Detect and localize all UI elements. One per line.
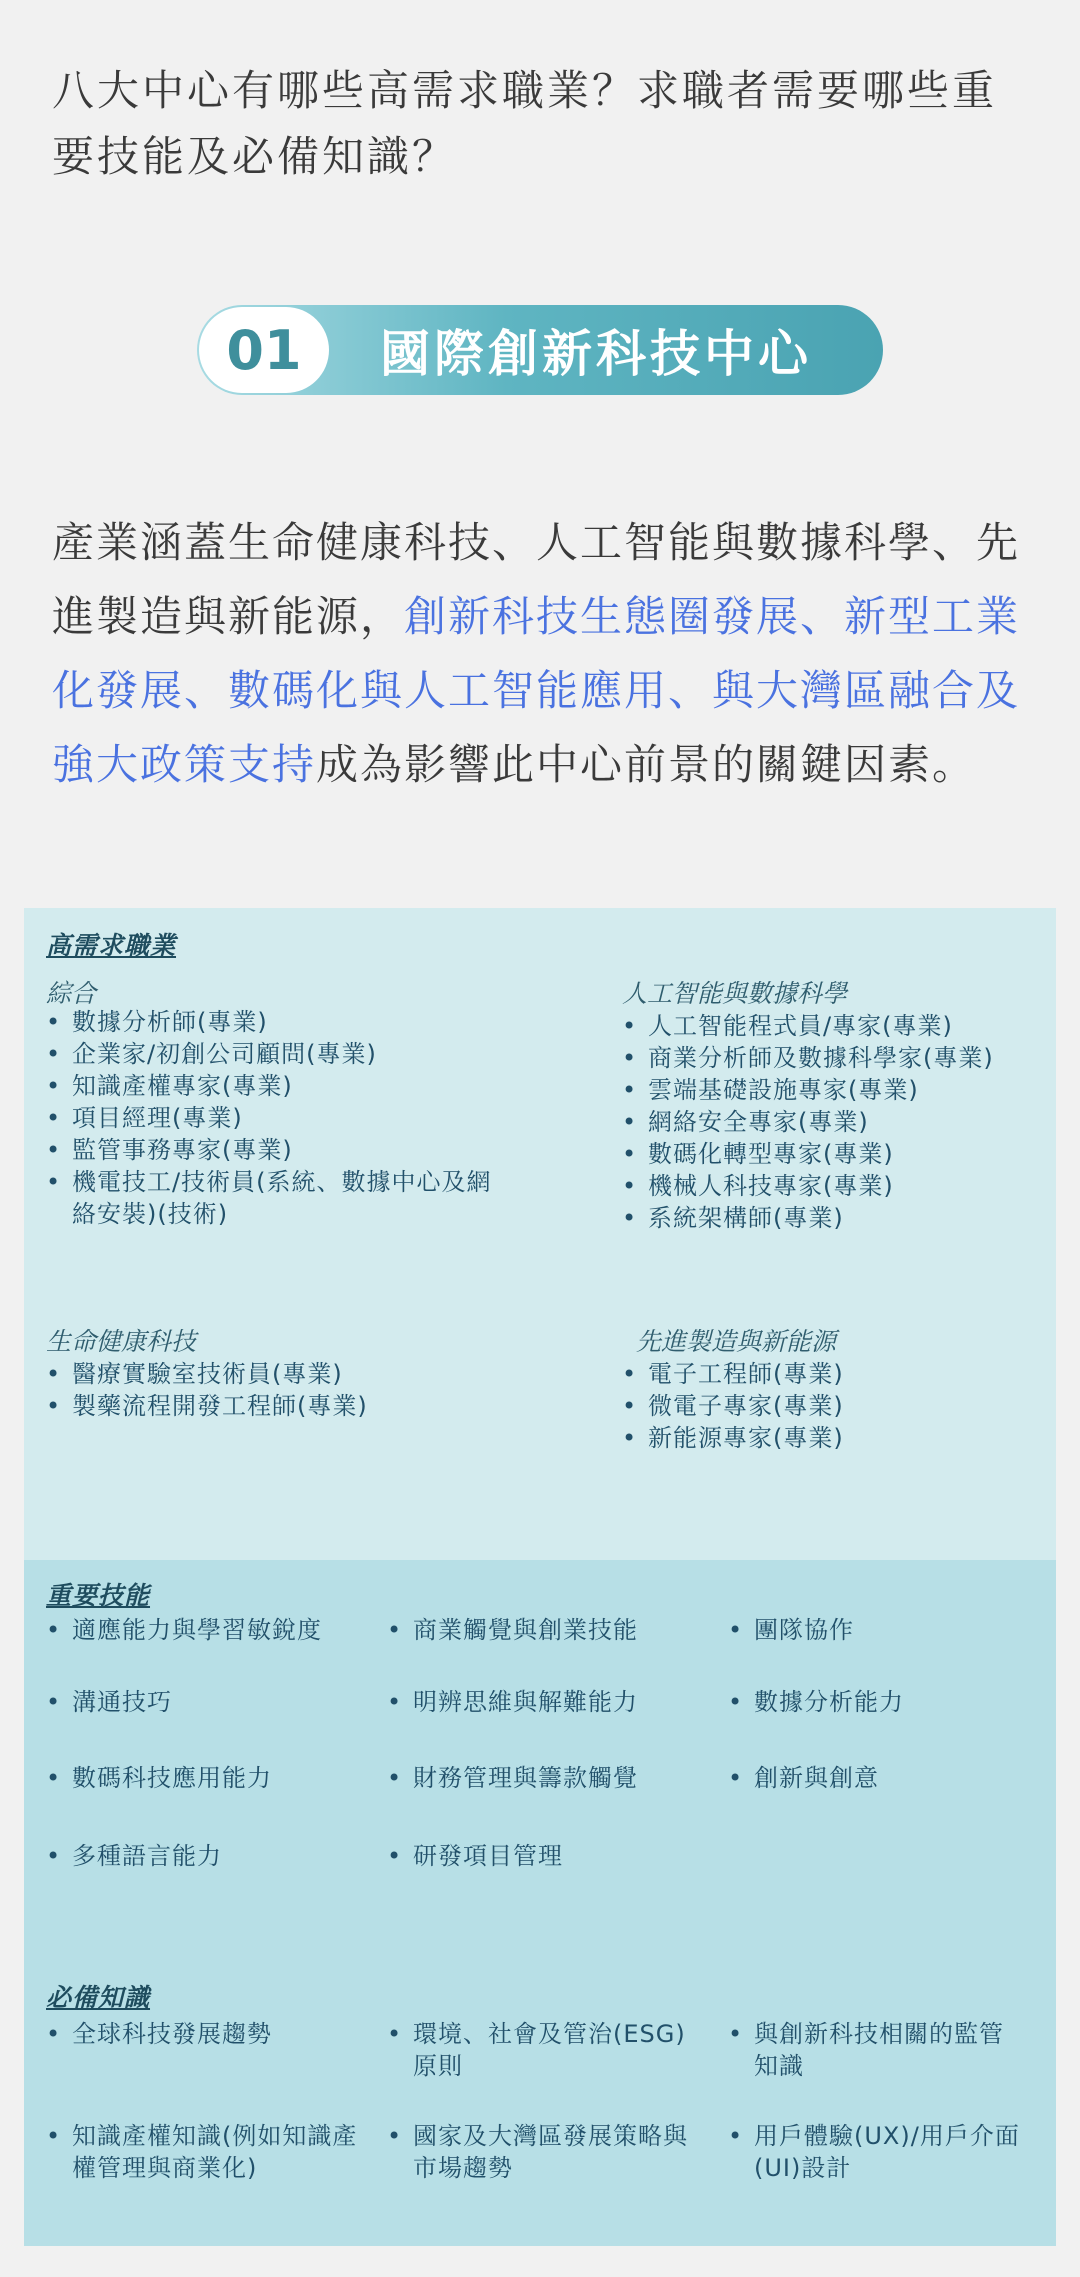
intro-question: 八大中心有哪些高需求職業？求職者需要哪些重要技能及必備知識？ xyxy=(52,66,998,181)
list-item: • 企業家/初創公司顧問(專業) xyxy=(44,1038,544,1070)
list-item: • 知識產權專家(專業) xyxy=(44,1070,544,1102)
list-item: • 商業分析師及數據科學家(專業) xyxy=(620,1042,1050,1074)
general-subheading: 綜合 xyxy=(46,979,97,1008)
knowledge-item: • 國家及大灣區發展策略與市場趨勢 xyxy=(385,2120,705,2184)
knowledge-item: • 全球科技發展趨勢 xyxy=(44,2018,364,2050)
list-item: • 醫療實驗室技術員(專業) xyxy=(44,1358,544,1390)
list-item: • 網絡安全專家(專業) xyxy=(620,1106,1050,1138)
skill-item: • 數據分析能力 xyxy=(726,1686,1051,1718)
skill-item: • 溝通技巧 xyxy=(44,1686,369,1718)
section-title: 國際創新科技中心 xyxy=(380,325,812,383)
knowledge-heading: 必備知識 xyxy=(46,1983,151,2012)
list-item: • 人工智能程式員/專家(專業) xyxy=(620,1010,1050,1042)
list-item: • 機電技工/技術員(系統、數據中心及網絡安裝)(技術) xyxy=(44,1166,504,1230)
intro-paragraph xyxy=(52,506,1037,802)
list-item: • 雲端基礎設施專家(專業) xyxy=(620,1074,1050,1106)
list-item: • 監管事務專家(專業) xyxy=(44,1134,544,1166)
knowledge-item: • 環境、社會及管治(ESG)原則 xyxy=(385,2018,705,2082)
skill-item: • 明辨思維與解難能力 xyxy=(385,1686,710,1718)
skills-knowledge-panel xyxy=(24,1560,1056,2246)
knowledge-item: • 與創新科技相關的監管知識 xyxy=(726,2018,1026,2082)
list-item: • 微電子專家(專業) xyxy=(620,1390,1050,1422)
section-number: 01 xyxy=(199,307,329,393)
high-demand-heading: 高需求職業 xyxy=(46,931,177,960)
general-list xyxy=(44,1006,544,1230)
high-demand-panel xyxy=(24,908,1056,1560)
ai-list xyxy=(620,1010,1050,1234)
life-list xyxy=(44,1358,544,1422)
manufacturing-subheading: 先進製造與新能源 xyxy=(636,1327,837,1356)
list-item: • 製藥流程開發工程師(專業) xyxy=(44,1390,544,1422)
section-header-pill xyxy=(197,305,883,395)
skill-item: • 適應能力與學習敏銳度 xyxy=(44,1614,369,1646)
skill-item: • 研發項目管理 xyxy=(385,1840,710,1872)
paragraph-highlight: 創新科技生態圈發展、新型工業化發展、數碼化與人工智能應用、與大灣區融合及強大政策支持 xyxy=(52,592,1021,789)
skill-item: • 多種語言能力 xyxy=(44,1840,369,1872)
skill-item: • 財務管理與籌款觸覺 xyxy=(385,1762,710,1794)
knowledge-item: • 用戶體驗(UX)/用戶介面(UI)設計 xyxy=(726,2120,1026,2184)
skill-item: • 團隊協作 xyxy=(726,1614,1051,1646)
knowledge-item: • 知識產權知識(例如知識產權管理與商業化) xyxy=(44,2120,364,2184)
ai-subheading: 人工智能與數據科學 xyxy=(622,979,848,1008)
list-item: • 數碼化轉型專家(專業) xyxy=(620,1138,1050,1170)
paragraph-text-2: 成為影響此中心前景的關鍵因素。 xyxy=(316,740,977,789)
skill-item: • 創新與創意 xyxy=(726,1762,1051,1794)
skills-heading: 重要技能 xyxy=(46,1581,151,1610)
list-item: • 電子工程師(專業) xyxy=(620,1358,1050,1390)
info-box xyxy=(24,908,1056,2246)
list-item: • 系統架構師(專業) xyxy=(620,1202,1050,1234)
list-item: • 數據分析師(專業) xyxy=(44,1006,544,1038)
list-item: • 機械人科技專家(專業) xyxy=(620,1170,1050,1202)
list-item: • 新能源專家(專業) xyxy=(620,1422,1050,1454)
life-subheading: 生命健康科技 xyxy=(46,1327,197,1356)
manufacturing-list xyxy=(620,1358,1050,1454)
paragraph-text-1: 產業涵蓋生命健康科技、人工智能與數據科學、先進製造與新能源， xyxy=(52,518,1021,641)
skill-item: • 數碼科技應用能力 xyxy=(44,1762,369,1794)
skill-item: • 商業觸覺與創業技能 xyxy=(385,1614,710,1646)
list-item: • 項目經理(專業) xyxy=(44,1102,544,1134)
